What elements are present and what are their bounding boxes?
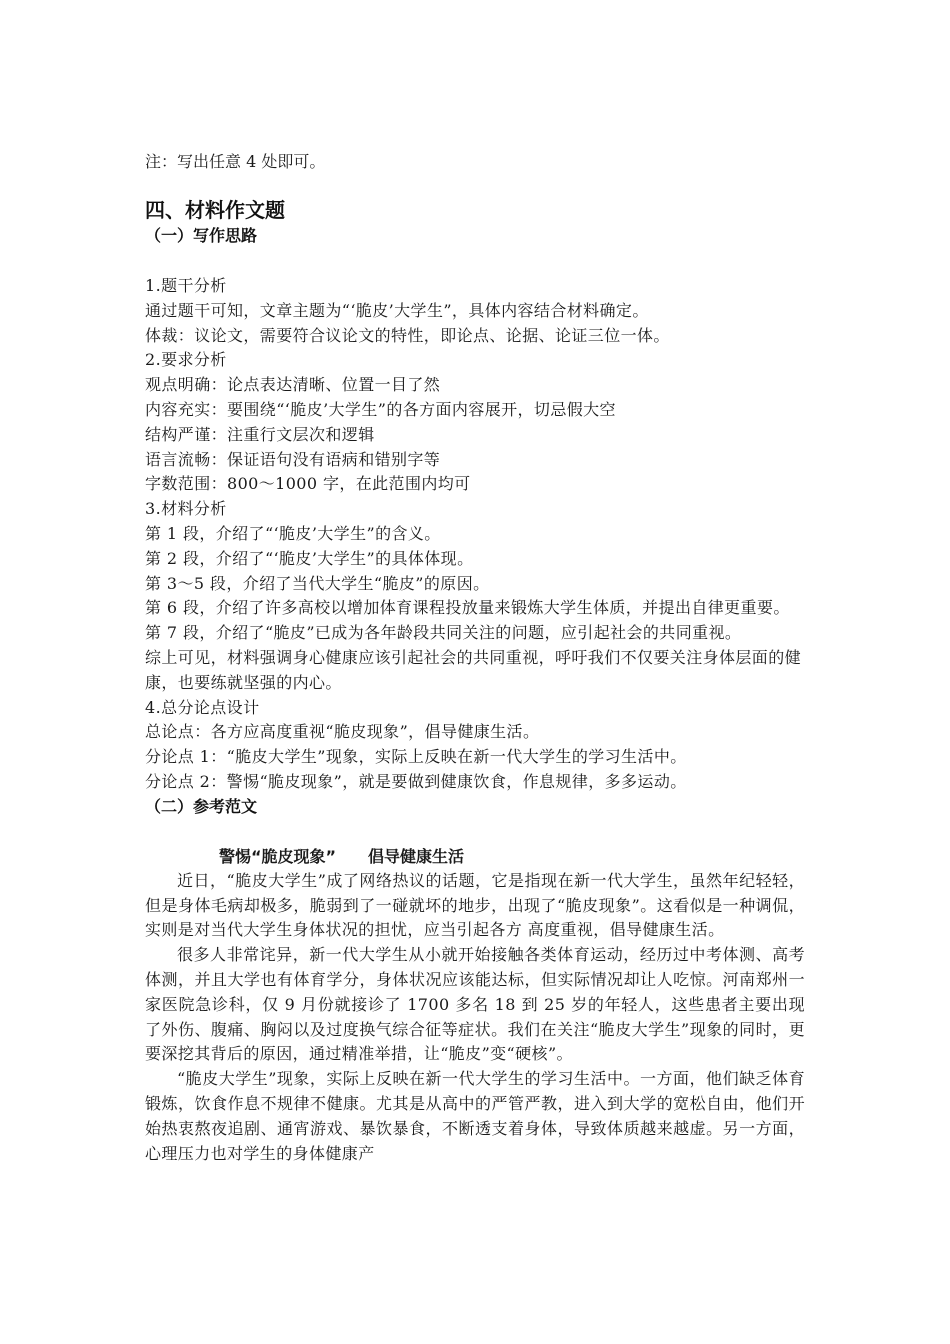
text-line: 第 7 段，介绍了“脆皮”已成为各年龄段共同关注的问题，应引起社会的共同重视。 bbox=[145, 623, 742, 643]
document-page bbox=[145, 150, 805, 1166]
answer-note: 注：写出任意 4 处即可。 bbox=[145, 152, 326, 171]
subsection-title-writing-ideas: （一）写作思路 bbox=[145, 226, 258, 245]
text-line: 分论点 2：警惕“脆皮现象”，就是要做到健康饮食，作息规律，多多运动。 bbox=[145, 771, 687, 791]
essay-paragraph: 近日，“脆皮大学生”成了网络热议的话题，它是指现在新一代大学生，虽然年纪轻轻，但是身体毛病却极多，脆弱到了一碰就坏的地步，出现了“脆皮现象”。这看似是一种调侃，实则是对当代大学生身体状况的担忧，应当引起各方 高度重视，倡导健康生活。 bbox=[145, 870, 805, 940]
text-line: 第 1 段，介绍了“‘脆皮’大学生”的含义。 bbox=[145, 523, 441, 543]
text-line: 分论点 1：“脆皮大学生”现象，实际上反映在新一代大学生的学习生活中。 bbox=[145, 747, 687, 767]
text-line: 3.材料分析 bbox=[145, 499, 227, 519]
subsection-title-sample-essay: （二）参考范文 bbox=[145, 796, 258, 816]
text-line: 观点明确：论点表达清晰、位置一目了然 bbox=[145, 375, 441, 395]
blank-line bbox=[145, 819, 805, 845]
text-line: 2.要求分析 bbox=[145, 350, 227, 370]
text-line: 结构严谨：注重行文层次和逻辑 bbox=[145, 424, 375, 444]
text-line: 第 2 段，介绍了“‘脆皮’大学生”的具体体现。 bbox=[145, 548, 474, 568]
writing-ideas-body bbox=[145, 274, 805, 795]
text-line: 通过题干可知，文章主题为“‘脆皮’大学生”，具体内容结合材料确定。 bbox=[145, 300, 649, 320]
text-line: 体裁：议论文，需要符合议论文的特性，即论点、论据、论证三位一体。 bbox=[145, 325, 670, 345]
section-title: 四、材料作文题 bbox=[145, 198, 285, 222]
text-line: 内容充实：要围绕“‘脆皮’大学生”的各方面内容展开，切忌假大空 bbox=[145, 399, 616, 419]
text-line: 语言流畅：保证语句没有语病和错别字等 bbox=[145, 449, 441, 469]
text-line: 第 3～5 段，介绍了当代大学生“脆皮”的原因。 bbox=[145, 573, 490, 593]
text-line: 字数范围：800～1000 字，在此范围内均可 bbox=[145, 474, 471, 494]
essay-paragraph: “脆皮大学生”现象，实际上反映在新一代大学生的学习生活中。一方面，他们缺乏体育锻炼，饮食作息不规律不健康。尤其是从高中的严管严教，进入到大学的宽松自由，他们开始热衷熬夜追剧、通宵游戏、暴饮暴食，不断透支着身体，导致体质越来越虚。另一方面，心理压力也对学生的身体健康产 bbox=[145, 1069, 805, 1163]
text-line: 4.总分论点设计 bbox=[145, 697, 260, 717]
essay-body bbox=[145, 869, 805, 1167]
text-line: 第 6 段，介绍了许多高校以增加体育课程投放量来锻炼大学生体质，并提出自律更重要。 bbox=[145, 598, 790, 618]
text-line: 综上可见，材料强调身心健康应该引起社会的共同重视，呼吁我们不仅要关注身体层面的健康，也要练就坚强的内心。 bbox=[145, 647, 802, 692]
text-line: 总论点：各方应高度重视“脆皮现象”，倡导健康生活。 bbox=[145, 722, 540, 742]
text-line: 1.题干分析 bbox=[145, 276, 227, 295]
essay-title: 警惕“脆皮现象” 倡导健康生活 bbox=[219, 846, 465, 866]
blank-line bbox=[145, 248, 805, 274]
essay-paragraph: 很多人非常诧异，新一代大学生从小就开始接触各类体育运动，经历过中考体测、高考体测，并且大学也有体育学分，身体状况应该能达标，但实际情况却让人吃惊。河南郑州一家医院急诊科，仅 9 月份就接诊了 1700 多名 18 到 25 岁的年轻人，这些患者主要出现了外伤、腹痛、胸闷以及过度换气综合征等症状。我们在关注“脆皮大学生”现象的同时，更要深挖其背后的原因，通过精准举措，让“脆皮”变“硬核”。 bbox=[145, 945, 805, 1064]
